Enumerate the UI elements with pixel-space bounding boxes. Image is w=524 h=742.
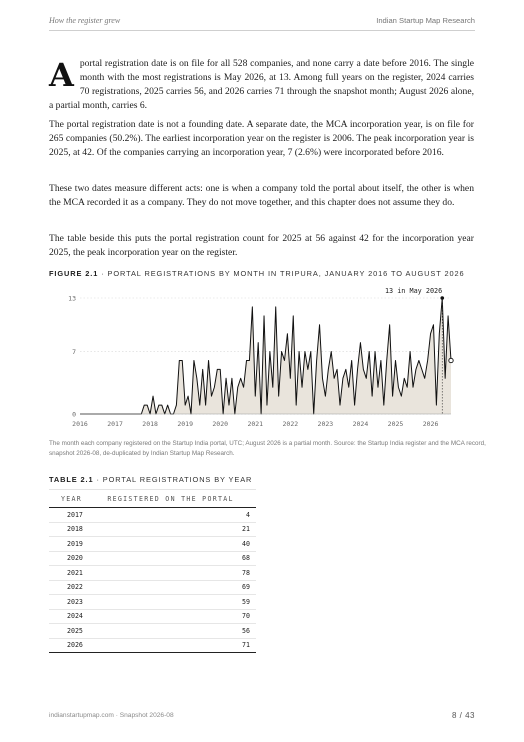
count-cell: 40: [91, 537, 256, 552]
x-tick-label: 2020: [212, 420, 229, 428]
figure-label: FIGURE 2.1: [49, 269, 99, 278]
x-tick-label: 2016: [72, 420, 88, 428]
table-row: [49, 638, 256, 653]
year-cell: 2025: [49, 624, 91, 639]
year-cell: 2019: [49, 537, 91, 552]
header-registered: REGISTERED ON THE PORTAL: [91, 490, 256, 508]
paragraph-intro: [49, 57, 474, 113]
header-year: YEAR: [49, 490, 91, 508]
table-row: [49, 508, 256, 523]
paragraph-2: The portal registration date is not a founding date. A separate date, the MCA incorporation year, is on file for 265 companies (50.2%). The earliest incorporation year on the register is 2006. The peak incorporation year is 2025, at 42. Of the companies carrying an incorporation year, 7 (2.6%) were incorporated before 2016.: [49, 119, 474, 158]
table-label: TABLE 2.1: [49, 475, 94, 484]
chapter-title: How the register grew: [49, 16, 121, 25]
count-cell: 70: [91, 609, 256, 624]
x-tick-label: 2026: [422, 420, 439, 428]
y-tick-label: 7: [72, 348, 76, 357]
count-cell: 78: [91, 566, 256, 581]
table-title: · PORTAL REGISTRATIONS BY YEAR: [93, 475, 253, 484]
header-rule: [49, 30, 475, 31]
year-cell: 2023: [49, 595, 91, 610]
year-cell: 2021: [49, 566, 91, 581]
table-row: [49, 624, 256, 639]
year-cell: 2022: [49, 580, 91, 595]
figure-note: The month each company registered on the Startup India portal, UTC; August 2026 is a partial month. Source: the Startup India register and the MCA record, snapshot 2026-08, de-duplicated by Indian Startup Map Research.: [49, 440, 486, 457]
registrations-chart: [49, 282, 474, 432]
publication-name: Indian Startup Map Research: [376, 16, 475, 25]
figure-title: · PORTAL REGISTRATIONS BY MONTH IN TRIPURA, JANUARY 2016 TO AUGUST 2026: [98, 269, 465, 278]
x-tick-label: 2021: [247, 420, 264, 428]
y-tick-label: 13: [68, 294, 76, 303]
x-tick-label: 2023: [317, 420, 334, 428]
footer-site: indianstartupmap.com · Snapshot 2026-08: [49, 712, 174, 719]
y-tick-label: 0: [72, 410, 76, 419]
table-row: [49, 580, 256, 595]
count-cell: 69: [91, 580, 256, 595]
year-cell: 2024: [49, 609, 91, 624]
count-cell: 4: [91, 508, 256, 523]
table-row: [49, 537, 256, 552]
page-number: 8 / 43: [451, 711, 475, 720]
count-cell: 68: [91, 551, 256, 566]
table-caption: [49, 475, 252, 484]
paragraph-3: These two dates measure different acts: one is when a company told the portal about itself, the other is when the MCA recorded it as a company. They do not move together, and this chapter does not assume they do.: [49, 183, 474, 208]
table-row: [49, 609, 256, 624]
paragraph-1: portal registration date is on file for all 528 companies, and none carry a date before 2016. The single month with the most registrations is May 2026, at 13. Among full years on the register, 2024 carries 70 registrations, 2025 carries 56, and 2026 carries 71 through the snapshot month; August 2026 alone, a partial month, carries 6.: [49, 58, 474, 111]
x-tick-label: 2017: [107, 420, 123, 428]
x-tick-label: 2022: [282, 420, 299, 428]
count-cell: 71: [91, 638, 256, 653]
table-row: [49, 566, 256, 581]
peak-annotation: 13 in May 2026: [384, 287, 443, 295]
drop-cap: A: [49, 56, 74, 94]
table-row: [49, 522, 256, 537]
x-tick-label: 2025: [387, 420, 404, 428]
table-header-row: [49, 490, 256, 508]
x-tick-label: 2019: [177, 420, 193, 428]
count-cell: 56: [91, 624, 256, 639]
year-cell: 2020: [49, 551, 91, 566]
count-cell: 21: [91, 522, 256, 537]
figure-caption: [49, 269, 465, 278]
running-head: [49, 16, 475, 30]
year-cell: 2017: [49, 508, 91, 523]
x-tick-label: 2018: [142, 420, 158, 428]
latest-point: [449, 358, 453, 362]
table-row: [49, 551, 256, 566]
registrations-table: [49, 489, 256, 653]
paragraph-4: The table beside this puts the portal registration count for 2025 at 56 against 42 for the incorporation year 2025, the peak incorporation year on the register.: [49, 233, 474, 258]
count-cell: 59: [91, 595, 256, 610]
year-cell: 2018: [49, 522, 91, 537]
year-cell: 2026: [49, 638, 91, 653]
table-row: [49, 595, 256, 610]
x-tick-label: 2024: [352, 420, 369, 428]
peak-point: [440, 296, 444, 300]
